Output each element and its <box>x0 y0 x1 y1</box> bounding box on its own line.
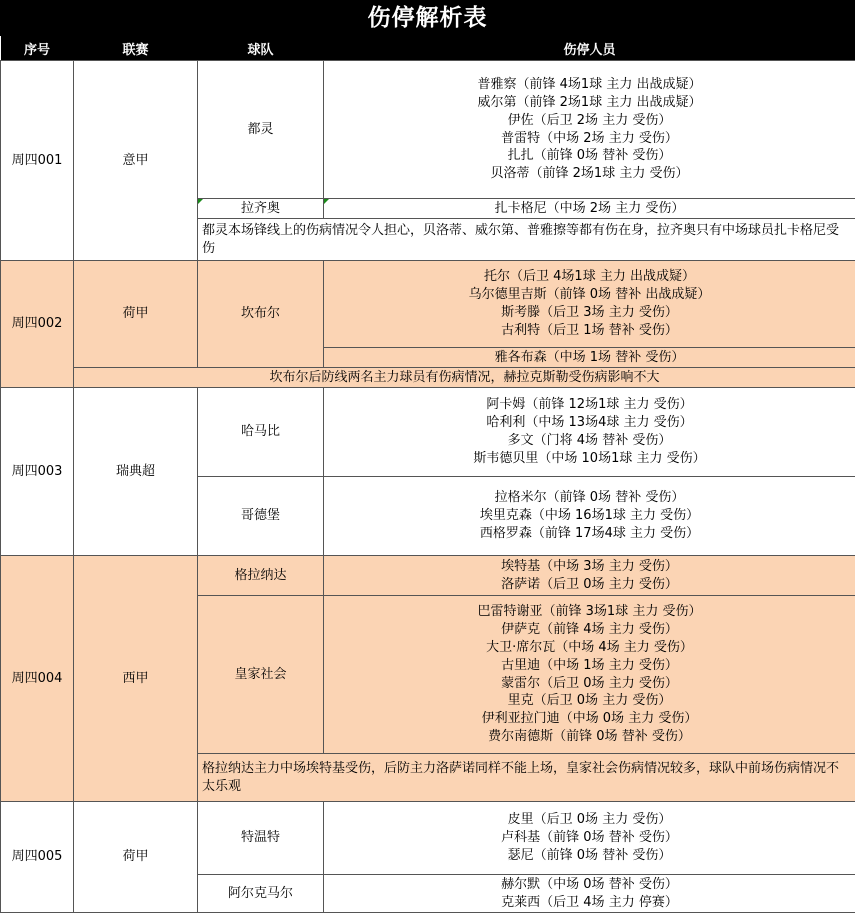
header-team: 球队 <box>198 36 324 61</box>
match-row <box>1 388 855 477</box>
player-entry: 雅各布森（中场 1场 替补 受伤） <box>324 349 855 367</box>
player-entry: 西格罗森（前锋 17场4球 主力 受伤） <box>324 525 855 543</box>
match-seq: 周四002 <box>1 261 74 388</box>
player-entry: 卢科基（前锋 0场 替补 受伤） <box>324 829 855 847</box>
player-entry: 拉格米尔（前锋 0场 替补 受伤） <box>324 489 855 507</box>
team-name: 都灵 <box>198 61 324 199</box>
match-league: 意甲 <box>74 61 198 261</box>
player-entry: 斯韦德贝里（中场 10场1球 主力 受伤） <box>324 450 855 468</box>
player-entry: 克莱西（后卫 4场 主力 停赛） <box>324 894 855 912</box>
team-name: 阿尔克马尔 <box>198 875 324 913</box>
page-title: 伤停解析表 <box>0 0 855 36</box>
player-entry: 洛萨诺（后卫 0场 主力 受伤） <box>324 576 855 594</box>
team-players <box>324 199 855 219</box>
player-entry: 威尔第（前锋 2场1球 主力 出战成疑） <box>324 94 855 112</box>
player-entry: 托尔（后卫 4场1球 主力 出战成疑） <box>324 268 855 286</box>
player-entry: 赫尔默（中场 0场 替补 受伤） <box>324 876 855 894</box>
player-entry: 费尔南德斯（前锋 0场 替补 受伤） <box>324 728 855 746</box>
player-entry: 哈利利（中场 13场4球 主力 受伤） <box>324 414 855 432</box>
team-players <box>324 802 855 875</box>
player-entry: 古利特（后卫 1场 替补 受伤） <box>324 322 855 340</box>
match-league: 西甲 <box>74 556 198 802</box>
player-entry: 埃里克森（中场 16场1球 主力 受伤） <box>324 507 855 525</box>
match-seq: 周四005 <box>1 802 74 913</box>
match-row <box>1 802 855 875</box>
team-players <box>324 596 855 754</box>
match-seq: 周四004 <box>1 556 74 802</box>
match-league: 荷甲 <box>74 261 198 368</box>
match-league: 荷甲 <box>74 802 198 913</box>
team-name: 格拉纳达 <box>198 556 324 596</box>
match-seq: 周四001 <box>1 61 74 261</box>
team-name: 哈马比 <box>198 388 324 477</box>
team-name: 特温特 <box>198 802 324 875</box>
header-league: 联赛 <box>74 36 198 61</box>
match-note: 坎布尔后防线两名主力球员有伤病情况，赫拉克斯勒受伤病影响不大 <box>74 368 855 388</box>
player-entry: 扎卡格尼（中场 2场 主力 受伤） <box>324 200 855 218</box>
player-entry: 多文（门将 4场 替补 受伤） <box>324 432 855 450</box>
player-entry: 埃特基（中场 3场 主力 受伤） <box>324 558 855 576</box>
match-note: 都灵本场锋线上的伤病情况令人担心，贝洛蒂、威尔第、普雅擦等都有伤在身，拉齐奥只有中场球员扎卡格尼受伤 <box>198 219 855 261</box>
header-players: 伤停人员 <box>324 36 855 61</box>
player-entry: 古里迪（中场 1场 主力 受伤） <box>324 657 855 675</box>
team-players <box>324 556 855 596</box>
team-players <box>324 477 855 556</box>
player-entry: 伊萨克（前锋 4场 主力 受伤） <box>324 621 855 639</box>
player-entry: 阿卡姆（前锋 12场1球 主力 受伤） <box>324 396 855 414</box>
player-entry: 斯考滕（后卫 3场 主力 受伤） <box>324 304 855 322</box>
match-row <box>1 261 855 348</box>
team-players <box>324 61 855 199</box>
player-entry: 大卫·席尔瓦（中场 4场 主力 受伤） <box>324 639 855 657</box>
player-entry: 乌尔德里吉斯（前锋 0场 替补 出战成疑） <box>324 286 855 304</box>
header-row <box>1 36 855 61</box>
player-entry: 蒙雷尔（后卫 0场 主力 受伤） <box>324 675 855 693</box>
player-entry: 里克（后卫 0场 主力 受伤） <box>324 692 855 710</box>
note-row <box>1 368 855 388</box>
team-name: 哥德堡 <box>198 477 324 556</box>
match-row <box>1 556 855 596</box>
match-league: 瑞典超 <box>74 388 198 556</box>
team-name: 拉齐奥 <box>198 199 324 219</box>
team-name: 坎布尔 <box>198 261 324 368</box>
team-players <box>324 348 855 368</box>
player-entry: 伊利亚拉门迪（中场 0场 主力 受伤） <box>324 710 855 728</box>
player-entry: 皮里（后卫 0场 主力 受伤） <box>324 811 855 829</box>
team-name: 皇家社会 <box>198 596 324 754</box>
match-note: 格拉纳达主力中场埃特基受伤，后防主力洛萨诺同样不能上场，皇家社会伤病情况较多，球队中前场伤病情况不太乐观 <box>198 754 855 802</box>
player-entry: 普雷特（中场 2场 主力 受伤） <box>324 130 855 148</box>
team-players <box>324 261 855 348</box>
match-row <box>1 61 855 199</box>
injury-table <box>0 36 855 913</box>
player-entry: 伊佐（后卫 2场 主力 受伤） <box>324 112 855 130</box>
match-seq: 周四003 <box>1 388 74 556</box>
team-players <box>324 388 855 477</box>
team-players <box>324 875 855 913</box>
player-entry: 扎扎（前锋 0场 替补 受伤） <box>324 147 855 165</box>
player-entry: 普雅察（前锋 4场1球 主力 出战成疑） <box>324 76 855 94</box>
player-entry: 瑟尼（前锋 0场 替补 受伤） <box>324 847 855 865</box>
player-entry: 贝洛蒂（前锋 2场1球 主力 受伤） <box>324 165 855 183</box>
header-seq: 序号 <box>1 36 74 61</box>
player-entry: 巴雷特谢亚（前锋 3场1球 主力 受伤） <box>324 603 855 621</box>
